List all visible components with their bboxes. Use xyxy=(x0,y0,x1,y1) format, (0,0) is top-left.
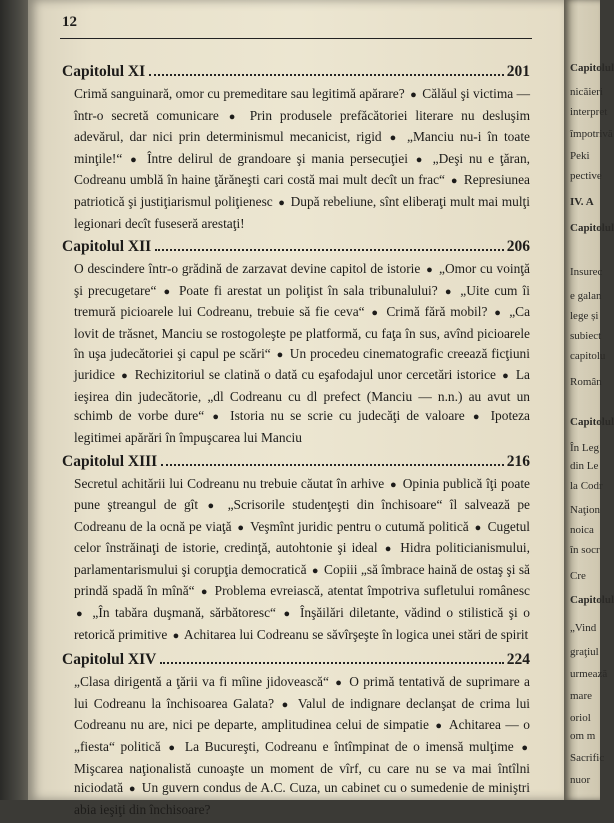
chapter-summary: Crimă sanguinară, omor cu premeditare sau legitimă apărare? ● Călăul şi victima — într-o secretă comunicare ● Prin produsele prefăcătoriei literare nu desluşim adevărul, dar nici prin determinismul mecanicist, rigid ● „Manciu nu-i în toate minţile!“ ● Între delirul de grandoare şi mania persecuţiei ● „Deşi nu e ţăran, Codreanu umblă în haine ţărăneşti cari costă mai mult decît un frac“ ● Represiunea patriotică şi justiţiarismul poliţienesc ● După rebeliune, sînt eliberaţi mult mai mulţi legionari decît fuseseră arestaţi! xyxy=(74,86,531,231)
facing-page-text-fragment: IV. A xyxy=(570,196,594,208)
facing-page-text-fragment: Insurec xyxy=(570,266,603,278)
chapter-page-number: 224 xyxy=(506,651,530,669)
facing-page-text-fragment: capitolu xyxy=(570,350,606,362)
bullet-separator: ● xyxy=(389,478,398,491)
chapter-page-number: 216 xyxy=(506,452,530,470)
facing-page-text-fragment: nuor xyxy=(570,774,591,786)
chapter-heading xyxy=(62,452,530,472)
facing-page-text-fragment: nicăieri xyxy=(570,86,603,98)
facing-page-text-fragment: Cre xyxy=(570,570,586,582)
facing-page-text-fragment: Capitolul xyxy=(570,416,614,428)
bullet-separator: ● xyxy=(472,411,483,424)
bullet-separator: ● xyxy=(426,264,434,277)
bullet-separator: ● xyxy=(502,370,510,383)
bullet-separator: ● xyxy=(435,720,444,733)
chapter-summary: Secretul achitării lui Codreanu nu trebuie căutat în arhive ● Opinia publică îţi poate pune ştreangul de gît ● „Scrisorile studenţeşti din închisoare“ îl salvează pe Codreanu de la ocnă pe viaţă ● Veşmînt juridic pentru o cutumă politică ● Cugetul celor înstrăinaţi de istorie, credinţă, autohtonie şi ideal ● Hidra politicianismului, parlamentarismului şi corupţia democratică ● Copiii „să îmbrace haină de ostaş şi să prindă spadă în mînă“ ● Problema evreiască, atentat împotriva sufletului românesc ● „În tabăra duşmană, sărbătoresc“ ● Înşăilări diletante, vădind o stilistică şi o retorică primitive ● Achitarea lui Codreanu se săvîrşeşte în logica unei stări de spirit xyxy=(74,475,531,642)
facing-page-text-fragment: Peki xyxy=(570,150,590,162)
bullet-separator: ● xyxy=(237,521,245,534)
bullet-separator: ● xyxy=(415,153,425,166)
chapter-summary: O descindere într-o grădină de zarzavat devine capitol de istorie ● „Omor cu voinţă şi precugetare“ ● Poate fi arestat un poliţist în sala tribunalului? ● „Uite cum îi tremură picioarele lui Codreanu, trebuie să fie ceva“ ● Crimă fără mobil? ● „Ca lovit de trăsnet, Manciu se rostogoleşte pe platformă, cu faţa în sus, avînd picioarele în uşa judecătoriei şi capul pe scări“ ● Un procedeu cinematografic creează ficţiuni juridice ● Rechizitoriul se clatină o dată cu eşafodajul unor cercetări istorice ● La ieşirea din judecătorie, „dl Codreanu cu dl prefect (Manciu — n.n.) au avut un schimb de vorbe dure“ ● Istoria nu se scrie cu judecăţi de valoare ● Ipoteza legitimei apărări în împuşcarea lui Manciu xyxy=(74,261,531,445)
bullet-separator: ● xyxy=(121,370,129,383)
bullet-separator: ● xyxy=(172,629,180,642)
facing-page-text-fragment: mare xyxy=(570,690,592,702)
chapter-summary: „Clasa dirigentă a ţării va fi mîine jidovească“ ● O primă tentativă de suprimare a lui Codreanu la închisoarea Galata? ● Valul de indignare declanşat de crima lui Codreanu nu are, nici pe departe, amplitudinea celui de simpatie ● Achitarea — o „fiesta“ politică ● La Bucureşti, Codreanu e întîmpinat de o imensă mulţime ● Mişcarea naţionalistă cunoaşte un moment de vîrf, cu care nu se va mai întîlni niciodată ● Un guvern condus de A.C. Cuza, un cabinet cu o sumedenie de miniştri abia ieşiţi din închisoare? xyxy=(74,674,531,817)
facing-page-text-fragment: împotrivă xyxy=(570,128,613,140)
book-page xyxy=(28,0,564,817)
dot-leader xyxy=(160,661,503,664)
bullet-separator: ● xyxy=(494,307,503,320)
bullet-separator: ● xyxy=(444,285,454,298)
facing-page-text-fragment: e galan xyxy=(570,290,602,302)
bullet-separator: ● xyxy=(76,608,85,621)
chapter-page-number: 206 xyxy=(506,238,530,256)
bullet-separator: ● xyxy=(278,196,286,209)
dot-leader xyxy=(155,248,504,251)
dot-leader xyxy=(161,463,504,466)
bullet-separator: ● xyxy=(128,783,136,796)
facing-page-text-fragment: „Vind xyxy=(570,622,597,634)
facing-page-text-fragment: Capitolul xyxy=(570,594,614,606)
chapter-heading xyxy=(62,237,530,257)
bullet-separator: ● xyxy=(450,175,458,188)
chapter-title: Capitolul XI xyxy=(62,63,146,80)
bullet-separator: ● xyxy=(228,110,240,123)
facing-page-text-fragment: În Leg xyxy=(570,442,600,454)
bullet-separator: ● xyxy=(163,285,172,298)
chapter-entry xyxy=(62,237,530,447)
chapter-title: Capitolul XII xyxy=(62,238,152,256)
bullet-separator: ● xyxy=(311,564,319,577)
chapter-entry xyxy=(62,452,530,647)
page-number: 12 xyxy=(62,14,77,30)
bullet-separator: ● xyxy=(335,677,343,690)
facing-page-text-fragment: lege și xyxy=(570,310,599,322)
bullet-separator: ● xyxy=(521,742,528,755)
chapter-heading xyxy=(62,62,530,82)
facing-page-text-fragment: subiect xyxy=(570,330,602,342)
bullet-separator: ● xyxy=(474,521,482,534)
bullet-separator: ● xyxy=(212,411,222,424)
facing-page-text-fragment: Român xyxy=(570,376,602,388)
bullet-separator: ● xyxy=(410,89,417,101)
dot-leader xyxy=(149,73,504,76)
facing-page-text-fragment: interpret xyxy=(570,106,608,118)
facing-page-text-fragment: din Le xyxy=(570,460,599,472)
bullet-separator: ● xyxy=(384,543,394,556)
facing-page-text-fragment: Sacrific xyxy=(570,752,605,764)
facing-page-text-fragment: noica xyxy=(570,524,594,536)
chapter-title: Capitolul XIII xyxy=(62,452,158,470)
facing-page-text-fragment: om m xyxy=(570,730,596,742)
facing-page-text-fragment: Capitolul xyxy=(570,62,614,74)
table-of-contents xyxy=(62,62,530,823)
chapter-entry xyxy=(62,62,530,233)
facing-page-text-fragment: Capitolul xyxy=(570,222,614,234)
bullet-separator: ● xyxy=(200,586,209,599)
bullet-separator: ● xyxy=(389,132,399,145)
facing-page-text-fragment: graţiul xyxy=(570,646,599,658)
facing-page-text-fragment: pective xyxy=(570,170,602,182)
bullet-separator: ● xyxy=(276,348,284,361)
facing-page-text-fragment: în socr xyxy=(570,544,600,556)
bullet-separator: ● xyxy=(130,153,140,166)
bullet-separator: ● xyxy=(371,307,380,320)
chapter-page-number: 201 xyxy=(506,63,530,80)
facing-page-text-fragment: Naţion xyxy=(570,504,600,516)
bullet-separator: ● xyxy=(168,742,178,755)
facing-page-text-fragment: oriol xyxy=(570,712,591,724)
bullet-separator: ● xyxy=(283,608,293,621)
bullet-separator: ● xyxy=(281,698,291,711)
facing-page-edge xyxy=(564,0,614,800)
facing-page-text-fragment: urmează xyxy=(570,668,608,680)
bullet-separator: ● xyxy=(207,500,219,513)
chapter-heading xyxy=(62,650,530,670)
header-rule xyxy=(60,38,532,39)
chapter-title: Capitolul XIV xyxy=(62,651,157,669)
facing-page-text-fragment: la Codr xyxy=(570,480,603,492)
chapter-entry xyxy=(62,650,530,819)
